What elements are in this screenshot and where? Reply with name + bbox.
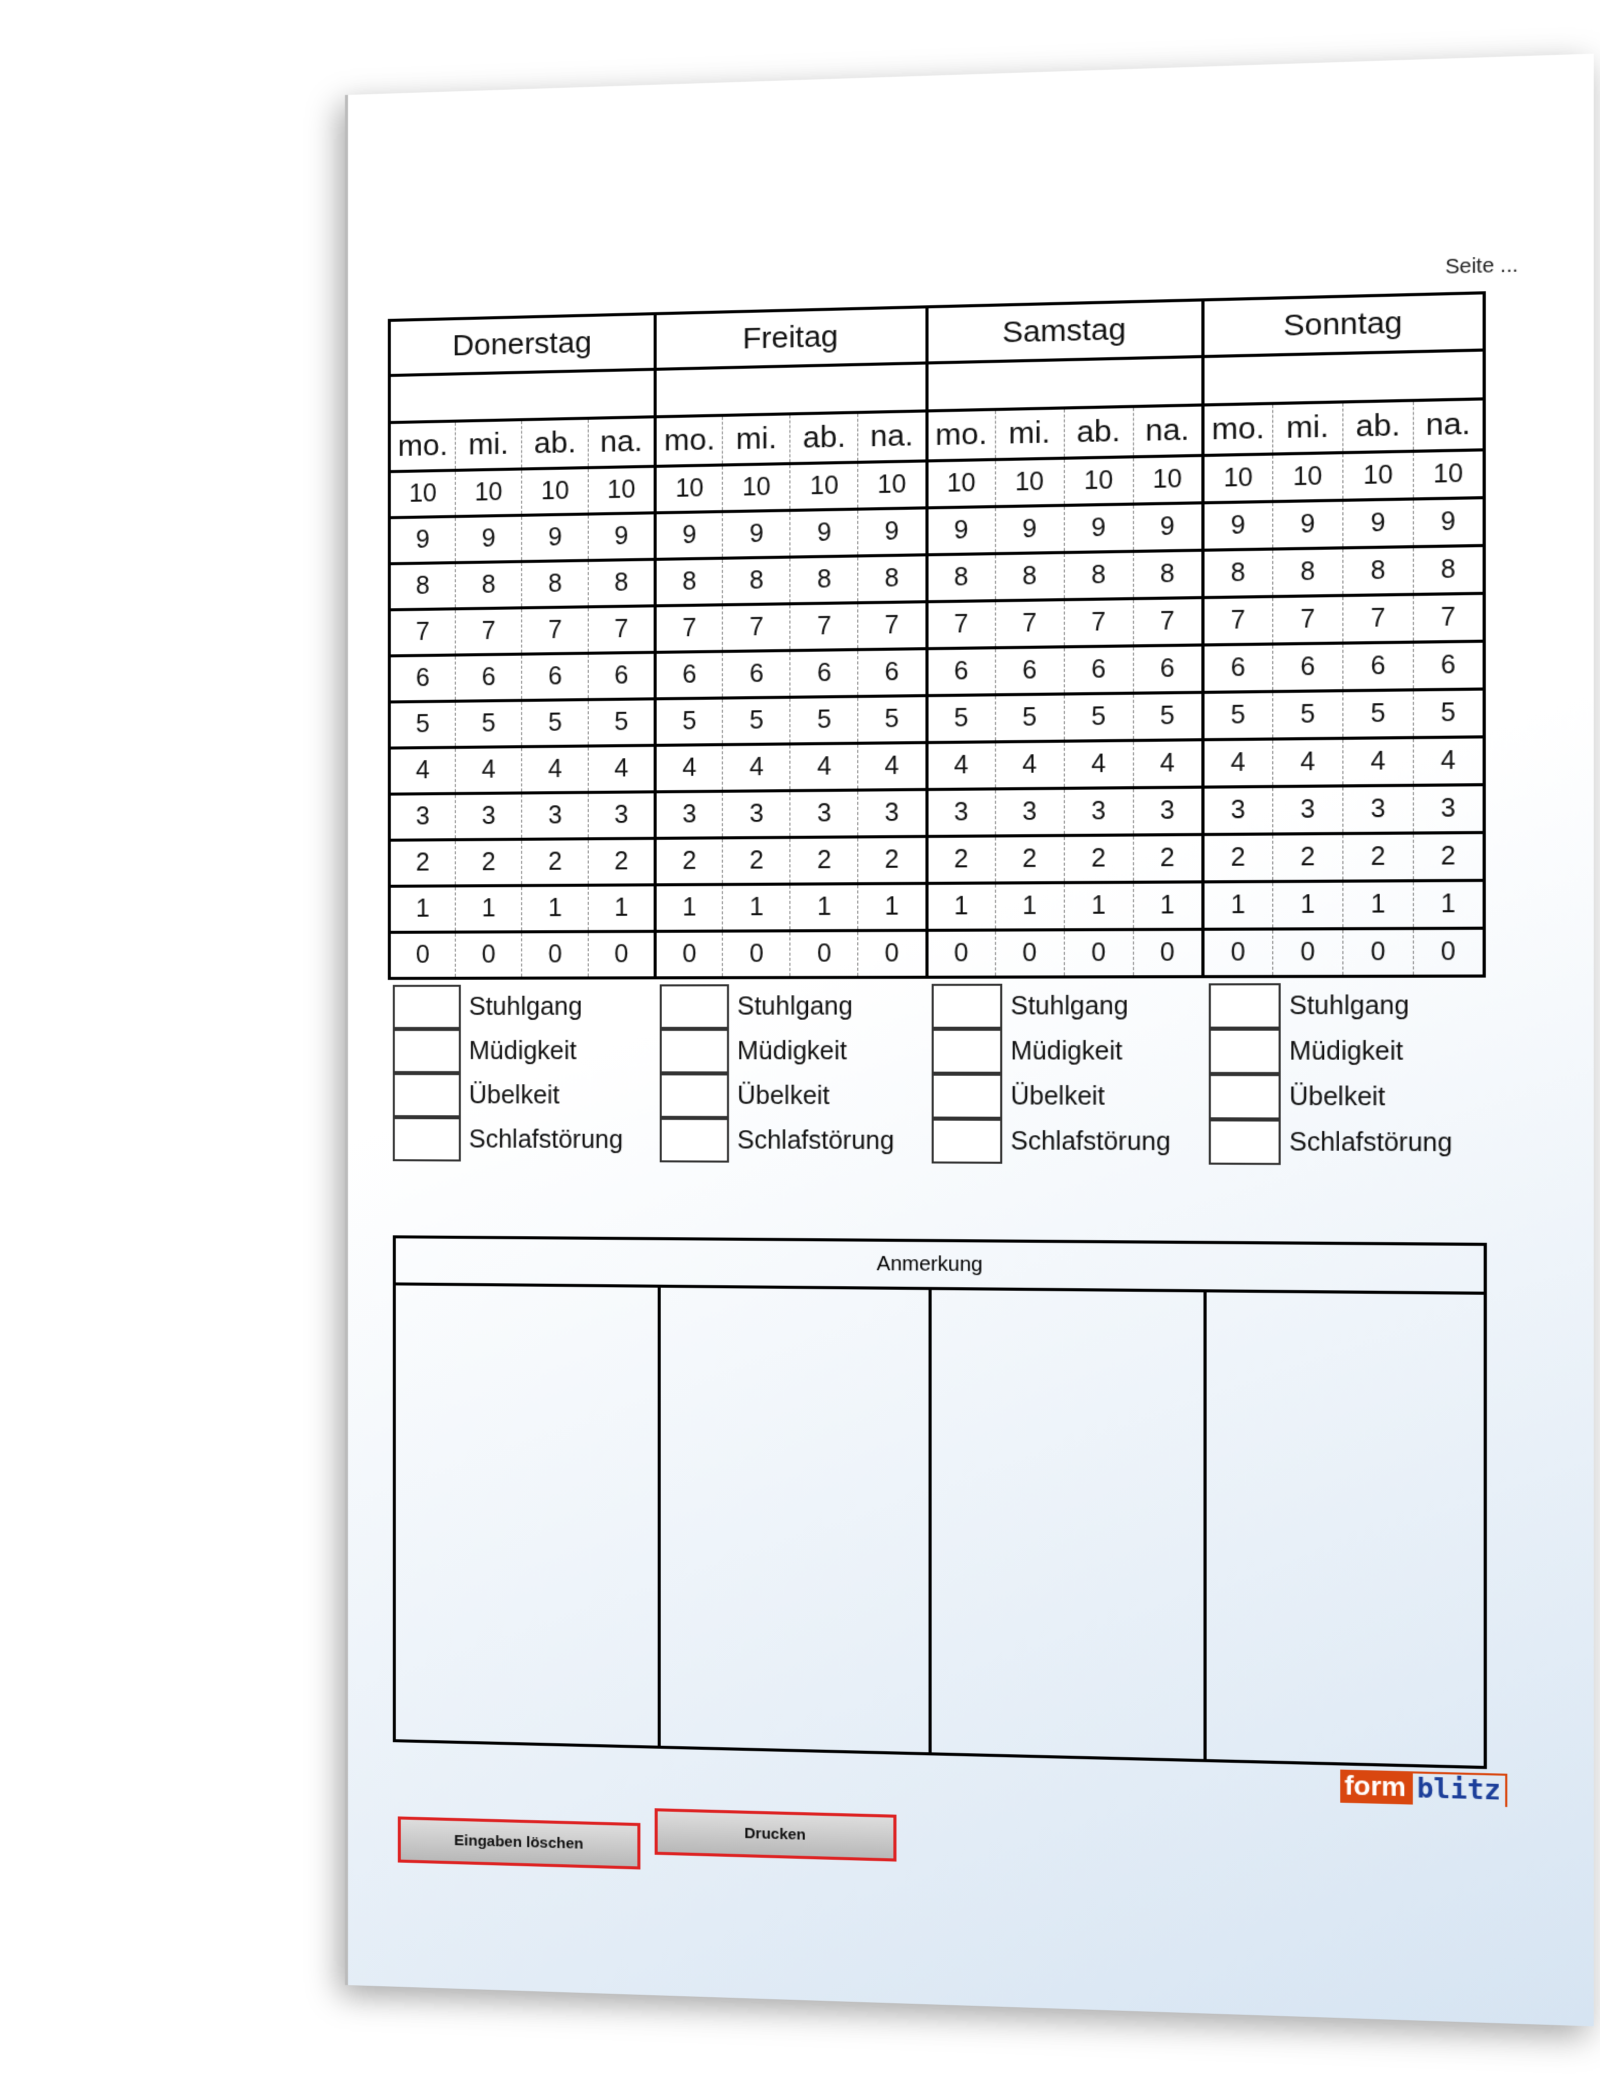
- symptom-label: Stuhlgang: [1289, 990, 1410, 1020]
- rating-cell[interactable]: 7: [995, 600, 1064, 648]
- rating-cell[interactable]: 10: [588, 466, 655, 514]
- rating-cell[interactable]: 3: [926, 789, 995, 837]
- symptom-group-samstag: [932, 983, 1209, 1164]
- symptom-row: [932, 1029, 1209, 1074]
- slot-header: na.: [1413, 399, 1484, 451]
- rating-cell[interactable]: 9: [1203, 502, 1273, 551]
- rating-cell[interactable]: 3: [1273, 786, 1343, 834]
- rating-cell[interactable]: 9: [1064, 504, 1133, 552]
- rating-cell[interactable]: 3: [723, 791, 791, 838]
- rating-cell[interactable]: 0: [1343, 928, 1414, 976]
- slot-header: ab.: [522, 418, 589, 469]
- rating-cell[interactable]: 0: [1203, 929, 1273, 977]
- rating-cell[interactable]: 10: [1273, 453, 1343, 502]
- rating-cell[interactable]: 1: [858, 883, 926, 930]
- symptom-checkbox[interactable]: [932, 984, 1003, 1029]
- rating-cell[interactable]: 0: [790, 931, 858, 978]
- rating-cell[interactable]: 1: [790, 884, 858, 931]
- rating-cell[interactable]: 7: [723, 604, 791, 652]
- rating-table: [388, 291, 1486, 980]
- symptom-checkbox[interactable]: [660, 1118, 729, 1163]
- rating-cell[interactable]: 7: [655, 605, 722, 653]
- rating-cell[interactable]: 8: [858, 555, 926, 603]
- rating-cell[interactable]: 4: [588, 745, 655, 792]
- rating-cell[interactable]: 2: [790, 837, 858, 884]
- symptom-checkbox[interactable]: [1209, 983, 1281, 1028]
- table-row: [389, 785, 1484, 840]
- rating-cell[interactable]: 9: [522, 514, 589, 562]
- rating-cell[interactable]: 3: [1203, 787, 1273, 835]
- rating-cell[interactable]: 4: [926, 742, 995, 790]
- rating-cell[interactable]: 0: [926, 930, 995, 977]
- clear-inputs-button[interactable]: Eingaben löschen: [398, 1816, 641, 1869]
- rating-cell[interactable]: 2: [1133, 835, 1203, 883]
- symptom-checkbox[interactable]: [660, 1029, 729, 1074]
- rating-cell[interactable]: 5: [389, 701, 455, 748]
- rating-cell[interactable]: 0: [1273, 929, 1343, 977]
- symptom-checkbox[interactable]: [660, 984, 729, 1029]
- rating-cell[interactable]: 5: [1343, 690, 1414, 738]
- form-page: [345, 54, 1594, 2027]
- rating-cell[interactable]: 6: [1343, 642, 1414, 691]
- rating-cell[interactable]: 2: [1343, 833, 1414, 881]
- symptom-label: Müdigkeit: [468, 1036, 577, 1065]
- rating-cell[interactable]: 9: [723, 510, 791, 558]
- print-button[interactable]: Drucken: [655, 1808, 897, 1861]
- date-field-donerstag[interactable]: [389, 369, 655, 422]
- rating-cell[interactable]: 5: [1133, 692, 1203, 740]
- rating-cell[interactable]: 2: [522, 839, 589, 886]
- symptom-row: [660, 1073, 932, 1118]
- rating-cell[interactable]: 0: [655, 931, 722, 978]
- rating-cell[interactable]: 7: [858, 602, 926, 650]
- symptom-label: Müdigkeit: [1289, 1036, 1404, 1066]
- rating-cell[interactable]: 1: [455, 886, 521, 933]
- rating-cell[interactable]: 4: [1413, 737, 1484, 785]
- symptom-label: Stuhlgang: [468, 992, 583, 1021]
- rating-cell[interactable]: 10: [1064, 457, 1133, 506]
- rating-cell[interactable]: 3: [655, 791, 722, 838]
- rating-cell[interactable]: 7: [1343, 594, 1414, 643]
- notes-section: [393, 1235, 1487, 1769]
- rating-cell[interactable]: 2: [455, 839, 521, 886]
- symptom-row: [932, 983, 1209, 1028]
- rating-cell[interactable]: 10: [1413, 450, 1484, 499]
- slot-header: mi.: [1273, 402, 1343, 454]
- rating-cell[interactable]: 9: [995, 505, 1064, 553]
- symptom-checkbox[interactable]: [932, 1074, 1003, 1119]
- slot-header: mo.: [926, 409, 995, 460]
- symptom-row: [660, 1118, 932, 1164]
- rating-cell[interactable]: 2: [995, 835, 1064, 883]
- rating-cell[interactable]: 2: [723, 837, 791, 884]
- notes-field-2[interactable]: [661, 1288, 931, 1756]
- rating-cell[interactable]: 1: [389, 886, 455, 932]
- symptom-row: [1209, 1119, 1491, 1166]
- rating-cell[interactable]: 9: [455, 515, 521, 562]
- rating-cell[interactable]: 2: [389, 840, 455, 887]
- rating-cell[interactable]: 4: [455, 747, 521, 794]
- rating-cell[interactable]: 10: [1133, 455, 1203, 504]
- symptom-row: [393, 1029, 660, 1073]
- rating-cell[interactable]: 0: [455, 932, 521, 978]
- rating-cell[interactable]: 6: [1273, 643, 1343, 691]
- rating-cell[interactable]: 1: [1413, 880, 1484, 928]
- rating-cell[interactable]: 8: [455, 562, 521, 609]
- rating-cell[interactable]: 4: [995, 741, 1064, 789]
- rating-cell[interactable]: 4: [1133, 740, 1203, 788]
- rating-cell[interactable]: 3: [995, 788, 1064, 836]
- rating-cell[interactable]: 8: [723, 557, 791, 605]
- rating-cell[interactable]: 10: [926, 460, 995, 508]
- rating-cell[interactable]: 10: [455, 469, 521, 516]
- symptom-row: [1209, 983, 1491, 1029]
- rating-cell[interactable]: 1: [1273, 881, 1343, 929]
- slot-header: mo.: [389, 421, 455, 472]
- rating-cell[interactable]: 4: [1343, 738, 1414, 786]
- rating-cell[interactable]: 4: [723, 744, 791, 791]
- symptom-label: Schlafstörung: [468, 1124, 624, 1154]
- rating-cell[interactable]: 2: [588, 838, 655, 885]
- rating-cell[interactable]: 10: [522, 468, 589, 516]
- day-header-freitag: Freitag: [655, 307, 926, 369]
- rating-cell[interactable]: 6: [389, 655, 455, 702]
- rating-cell[interactable]: 3: [1343, 785, 1414, 833]
- symptom-row: [393, 1073, 660, 1118]
- symptom-checkbox[interactable]: [393, 1073, 461, 1117]
- rating-cell[interactable]: 5: [995, 694, 1064, 742]
- date-field-sonntag[interactable]: [1203, 350, 1485, 405]
- symptom-label: Müdigkeit: [1010, 1036, 1123, 1066]
- symptom-label: Übelkeit: [737, 1081, 830, 1110]
- symptom-label: Übelkeit: [1010, 1081, 1105, 1111]
- rating-cell[interactable]: 10: [995, 458, 1064, 506]
- rating-cell[interactable]: 4: [1064, 740, 1133, 788]
- rating-cell[interactable]: 1: [1064, 882, 1133, 930]
- day-header-samstag: Samstag: [926, 300, 1202, 363]
- rating-cell[interactable]: 5: [1273, 691, 1343, 739]
- symptom-row: [660, 984, 932, 1029]
- rating-cell[interactable]: 7: [1203, 597, 1273, 645]
- table-row: [389, 833, 1484, 887]
- rating-cell[interactable]: 5: [1203, 692, 1273, 740]
- rating-cell[interactable]: 5: [790, 696, 858, 744]
- notes-field-1[interactable]: [396, 1285, 661, 1748]
- rating-cell[interactable]: 7: [588, 606, 655, 653]
- symptom-checkbox[interactable]: [932, 1119, 1003, 1164]
- rating-cell[interactable]: 10: [1203, 454, 1273, 503]
- symptom-row: [932, 1074, 1209, 1120]
- symptom-row: [932, 1119, 1209, 1165]
- rating-cell[interactable]: 3: [389, 794, 455, 841]
- rating-cell[interactable]: 3: [1413, 785, 1484, 833]
- rating-cell[interactable]: 9: [588, 513, 655, 561]
- rating-cell[interactable]: 9: [1413, 498, 1484, 547]
- symptom-label: Schlafstörung: [1289, 1127, 1453, 1157]
- day-header-sonntag: Sonntag: [1203, 293, 1485, 357]
- day-header-donerstag: Donerstag: [389, 314, 655, 376]
- rating-cell[interactable]: 6: [522, 653, 589, 700]
- slot-header: ab.: [790, 412, 858, 463]
- rating-cell[interactable]: 5: [655, 698, 722, 745]
- rating-cell[interactable]: 0: [1133, 929, 1203, 977]
- rating-cell[interactable]: 3: [455, 793, 521, 840]
- symptom-checkbox[interactable]: [660, 1073, 729, 1118]
- symptom-label: Übelkeit: [1289, 1081, 1386, 1111]
- rating-cell[interactable]: 8: [1413, 546, 1484, 595]
- rating-cell[interactable]: 6: [1203, 644, 1273, 692]
- symptom-row: [1209, 1074, 1491, 1120]
- symptom-row: [1209, 1029, 1491, 1075]
- slot-header: ab.: [1343, 400, 1414, 452]
- slot-header: mi.: [995, 408, 1064, 460]
- symptom-checkbox[interactable]: [1209, 1119, 1281, 1165]
- rating-cell[interactable]: 2: [1413, 833, 1484, 881]
- rating-cell[interactable]: 4: [1203, 739, 1273, 787]
- rating-cell[interactable]: 7: [389, 609, 455, 656]
- symptom-checkbox[interactable]: [1209, 1029, 1281, 1074]
- rating-cell[interactable]: 4: [790, 743, 858, 790]
- rating-cell[interactable]: 8: [790, 556, 858, 604]
- rating-cell[interactable]: 4: [655, 745, 722, 792]
- rating-cell[interactable]: 6: [1133, 645, 1203, 693]
- rating-cell[interactable]: 9: [926, 507, 995, 555]
- date-field-samstag[interactable]: [926, 357, 1202, 411]
- formblitz-logo: form blitz: [1340, 1770, 1507, 1807]
- rating-cell[interactable]: 1: [522, 885, 589, 932]
- rating-cell[interactable]: 1: [655, 884, 722, 931]
- slot-header: mo.: [655, 415, 722, 466]
- rating-cell[interactable]: 7: [1064, 599, 1133, 647]
- table-row: [389, 880, 1484, 932]
- rating-cell[interactable]: 10: [389, 470, 455, 517]
- rating-cell[interactable]: 6: [995, 647, 1064, 695]
- rating-cell[interactable]: 0: [1413, 928, 1484, 976]
- rating-cell[interactable]: 2: [655, 838, 722, 885]
- rating-cell[interactable]: 0: [389, 932, 455, 978]
- rating-cell[interactable]: 3: [858, 789, 926, 836]
- rating-cell[interactable]: 7: [522, 607, 589, 654]
- symptom-checkbox[interactable]: [932, 1029, 1003, 1074]
- rating-cell[interactable]: 0: [1064, 930, 1133, 977]
- rating-cell[interactable]: 6: [926, 648, 995, 696]
- rating-cell[interactable]: 4: [522, 746, 589, 793]
- slot-header: mi.: [723, 414, 791, 465]
- rating-cell[interactable]: 4: [1273, 738, 1343, 786]
- rating-cell[interactable]: 7: [1413, 593, 1484, 642]
- rating-cell[interactable]: 1: [926, 883, 995, 930]
- rating-cell[interactable]: 6: [723, 651, 791, 699]
- symptom-checkbox[interactable]: [393, 985, 461, 1029]
- rating-cell[interactable]: 3: [588, 792, 655, 839]
- rating-cell[interactable]: 8: [655, 558, 722, 606]
- slot-header: mi.: [455, 420, 521, 471]
- rating-cell[interactable]: 9: [790, 509, 858, 557]
- symptom-label: Übelkeit: [468, 1080, 560, 1110]
- rating-cell[interactable]: 6: [790, 650, 858, 698]
- rating-cell[interactable]: 7: [926, 601, 995, 649]
- symptom-checkboxes: [393, 983, 1491, 1166]
- rating-cell[interactable]: 2: [1273, 834, 1343, 882]
- rating-cell[interactable]: 7: [1273, 595, 1343, 644]
- rating-cell[interactable]: 1: [1133, 882, 1203, 930]
- symptom-group-donerstag: [393, 984, 660, 1162]
- rating-cell[interactable]: 8: [588, 559, 655, 607]
- symptom-checkbox[interactable]: [393, 1117, 461, 1161]
- rating-cell[interactable]: 7: [455, 608, 521, 655]
- rating-cell[interactable]: 5: [926, 695, 995, 743]
- rating-cell[interactable]: 5: [1413, 689, 1484, 738]
- slot-header: na.: [858, 411, 926, 462]
- page-number-label: Seite ...: [1445, 253, 1519, 279]
- rating-cell[interactable]: 8: [389, 563, 455, 610]
- rating-cell[interactable]: 10: [1343, 451, 1414, 500]
- symptom-row: [393, 984, 660, 1029]
- rating-cell[interactable]: 3: [1133, 787, 1203, 835]
- rating-cell[interactable]: 8: [926, 554, 995, 602]
- symptom-row: [393, 1117, 660, 1162]
- rating-cell[interactable]: 10: [790, 462, 858, 510]
- rating-cell[interactable]: 4: [858, 743, 926, 791]
- rating-cell[interactable]: 0: [723, 931, 791, 978]
- symptom-label: Müdigkeit: [737, 1036, 847, 1065]
- rating-cell[interactable]: 5: [723, 697, 791, 744]
- rating-cell[interactable]: 3: [790, 790, 858, 837]
- date-field-freitag[interactable]: [655, 363, 926, 417]
- notes-field-4[interactable]: [1206, 1292, 1483, 1769]
- rating-cell[interactable]: 10: [723, 464, 791, 512]
- table-row: [389, 928, 1484, 978]
- slot-header: na.: [588, 417, 655, 468]
- rating-cell[interactable]: 0: [858, 930, 926, 977]
- notes-field-3[interactable]: [931, 1290, 1206, 1762]
- rating-cell[interactable]: 6: [1413, 641, 1484, 690]
- rating-cell[interactable]: 9: [1273, 500, 1343, 549]
- symptom-label: Schlafstörung: [737, 1125, 895, 1155]
- rating-cell[interactable]: 8: [995, 553, 1064, 601]
- symptom-group-freitag: [660, 984, 932, 1164]
- rating-cell[interactable]: 10: [858, 461, 926, 509]
- rating-cell[interactable]: 9: [389, 516, 455, 563]
- rating-cell[interactable]: 2: [1203, 834, 1273, 882]
- rating-cell[interactable]: 3: [1064, 788, 1133, 836]
- rating-cell[interactable]: 1: [995, 883, 1064, 930]
- rating-cell[interactable]: 5: [455, 700, 521, 747]
- rating-cell[interactable]: 5: [858, 696, 926, 744]
- rating-cell[interactable]: 8: [1064, 551, 1133, 599]
- rating-cell[interactable]: 8: [522, 560, 589, 607]
- rating-cell[interactable]: 5: [522, 700, 589, 747]
- rating-cell[interactable]: 3: [522, 792, 589, 839]
- symptom-row: [660, 1029, 932, 1074]
- rating-cell[interactable]: 6: [858, 649, 926, 697]
- rating-cell[interactable]: 9: [858, 508, 926, 556]
- rating-cell[interactable]: 8: [1343, 547, 1414, 596]
- rating-cell[interactable]: 10: [655, 465, 722, 513]
- rating-cell[interactable]: 8: [1133, 550, 1203, 598]
- symptom-label: Stuhlgang: [737, 991, 853, 1021]
- rating-cell[interactable]: 4: [389, 747, 455, 794]
- rating-cell[interactable]: 9: [655, 512, 722, 560]
- notes-title: Anmerkung: [396, 1238, 1484, 1294]
- symptom-label: Schlafstörung: [1010, 1126, 1171, 1156]
- rating-cell[interactable]: 1: [1343, 881, 1414, 929]
- rating-cell[interactable]: 9: [1133, 503, 1203, 552]
- slot-header: ab.: [1064, 406, 1133, 458]
- rating-cell[interactable]: 1: [723, 884, 791, 931]
- rating-cell[interactable]: 8: [1273, 548, 1343, 597]
- symptom-label: Stuhlgang: [1010, 991, 1129, 1021]
- rating-cell[interactable]: 0: [588, 931, 655, 978]
- rating-cell[interactable]: 7: [790, 603, 858, 651]
- rating-cell[interactable]: 2: [858, 836, 926, 883]
- rating-cell[interactable]: 6: [455, 654, 521, 701]
- rating-cell[interactable]: 2: [1064, 835, 1133, 883]
- rating-cell[interactable]: 5: [1064, 693, 1133, 741]
- rating-cell[interactable]: 0: [522, 932, 589, 979]
- symptom-group-sonntag: [1209, 983, 1491, 1166]
- slot-header: na.: [1133, 405, 1203, 457]
- slot-header: mo.: [1203, 403, 1273, 455]
- symptom-checkbox[interactable]: [393, 1029, 461, 1073]
- rating-cell[interactable]: 1: [1203, 882, 1273, 930]
- rating-cell[interactable]: 7: [1133, 598, 1203, 646]
- symptom-checkbox[interactable]: [1209, 1074, 1281, 1120]
- rating-cell[interactable]: 6: [1064, 646, 1133, 694]
- rating-cell[interactable]: 5: [588, 699, 655, 746]
- rating-cell[interactable]: 6: [588, 652, 655, 699]
- rating-cell[interactable]: 8: [1203, 549, 1273, 598]
- rating-cell[interactable]: 9: [1343, 499, 1414, 548]
- rating-cell[interactable]: 0: [995, 930, 1064, 977]
- rating-cell[interactable]: 1: [588, 885, 655, 932]
- rating-cell[interactable]: 6: [655, 651, 722, 698]
- rating-cell[interactable]: 2: [926, 836, 995, 883]
